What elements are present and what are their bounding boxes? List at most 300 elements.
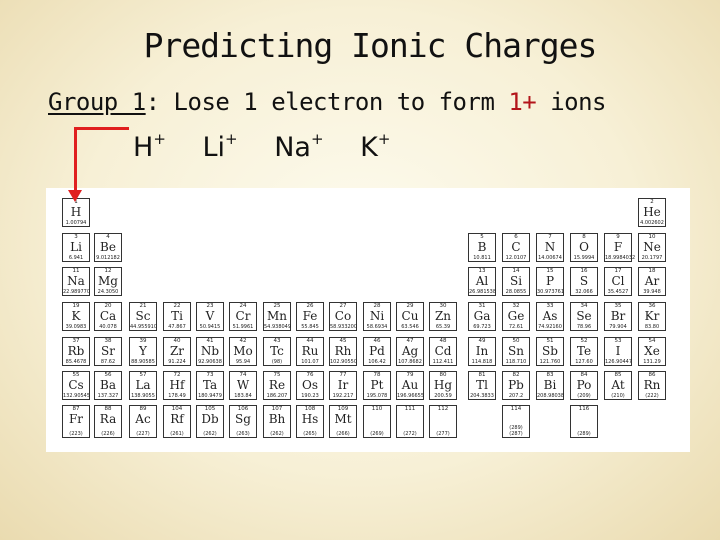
atomic-mass: 40.078 <box>99 324 117 330</box>
atomic-mass: 44.955910 <box>130 324 158 330</box>
atomic-number: 116 <box>578 406 590 412</box>
atomic-number: 81 <box>478 372 486 378</box>
atomic-mass: (261) <box>170 431 184 437</box>
atomic-mass: 85.4678 <box>65 359 87 365</box>
element-symbol: Fr <box>68 412 84 426</box>
atomic-mass: 127.60 <box>575 359 593 365</box>
element-symbol: Re <box>268 378 286 392</box>
atomic-number: 18 <box>648 268 656 274</box>
element-symbol: I <box>615 344 621 358</box>
atomic-number: 49 <box>478 338 486 344</box>
element-symbol: Br <box>610 309 626 323</box>
atomic-number: 34 <box>580 303 588 309</box>
element-symbol: Ni <box>369 309 385 323</box>
element-cell <box>163 405 191 438</box>
atomic-number: 74 <box>239 372 247 378</box>
atomic-mass: (262) <box>270 431 284 437</box>
atomic-number: 16 <box>580 268 588 274</box>
atomic-mass: 12.0107 <box>505 255 527 261</box>
ion-examples <box>133 132 418 163</box>
atomic-mass: 9.012182 <box>96 255 120 261</box>
element-symbol: Nb <box>200 344 220 358</box>
atomic-number: 8 <box>582 234 586 240</box>
element-cell <box>229 405 257 438</box>
atomic-mass: 137.327 <box>97 393 119 399</box>
element-symbol: Ga <box>473 309 491 323</box>
element-cell <box>296 371 324 400</box>
atomic-mass: 24.3050 <box>97 289 119 295</box>
atomic-mass: 180.9479 <box>198 393 222 399</box>
atomic-number: 77 <box>339 372 347 378</box>
element-cell <box>570 302 598 331</box>
element-cell <box>196 302 224 331</box>
element-cell <box>94 267 122 296</box>
element-symbol: K <box>71 309 81 323</box>
element-symbol: Sg <box>235 412 251 426</box>
element-symbol: Cu <box>401 309 419 323</box>
element-symbol: Be <box>100 240 116 254</box>
atomic-number: 38 <box>104 338 112 344</box>
element-cell <box>396 405 424 438</box>
atomic-mass: (223) <box>69 431 83 437</box>
atomic-mass: 190.23 <box>301 393 319 399</box>
element-cell <box>329 302 357 331</box>
atomic-mass: 51.9961 <box>232 324 254 330</box>
ion-charge: + <box>310 130 324 148</box>
atomic-number: 36 <box>648 303 656 309</box>
element-cell <box>62 233 90 262</box>
atomic-number: 45 <box>339 338 347 344</box>
atomic-mass: 178.49 <box>168 393 186 399</box>
atomic-mass: (262) <box>203 431 217 437</box>
element-cell <box>163 337 191 366</box>
atomic-number: 104 <box>171 406 183 412</box>
atomic-mass: 30.973761 <box>537 289 565 295</box>
element-cell <box>536 337 564 366</box>
atomic-mass: 126.90447 <box>605 359 633 365</box>
atomic-mass: 26.981538 <box>469 289 497 295</box>
element-symbol: Sr <box>101 344 115 358</box>
element-cell <box>468 371 496 400</box>
element-cell <box>62 302 90 331</box>
element-cell <box>94 302 122 331</box>
periodic-table <box>46 188 690 452</box>
atomic-mass: 78.96 <box>576 324 592 330</box>
element-symbol: Pd <box>369 344 385 358</box>
atomic-number: 89 <box>139 406 147 412</box>
element-cell <box>94 371 122 400</box>
element-cell <box>638 371 666 400</box>
element-cell <box>604 337 632 366</box>
atomic-number: 88 <box>104 406 112 412</box>
element-symbol: Ne <box>643 240 661 254</box>
element-cell <box>468 233 496 262</box>
atomic-mass: 58.933200 <box>330 324 358 330</box>
atomic-number: 46 <box>373 338 381 344</box>
slide-title: Predicting Ionic Charges <box>143 26 597 65</box>
element-symbol: Ac <box>135 412 151 426</box>
atomic-number: 26 <box>306 303 314 309</box>
atomic-mass: 91.224 <box>168 359 186 365</box>
element-cell <box>196 337 224 366</box>
element-cell <box>468 302 496 331</box>
atomic-mass: 69.723 <box>473 324 491 330</box>
atomic-number: 47 <box>406 338 414 344</box>
element-cell <box>536 267 564 296</box>
element-symbol: Si <box>509 274 523 288</box>
atomic-mass: 208.98038 <box>537 393 565 399</box>
element-cell <box>229 302 257 331</box>
element-cell <box>94 337 122 366</box>
atomic-number: 39 <box>139 338 147 344</box>
ion-symbol: H <box>133 132 154 163</box>
atomic-mass: 95.94 <box>235 359 251 365</box>
element-cell <box>363 302 391 331</box>
atomic-number: 110 <box>371 406 383 412</box>
atomic-mass: 1.00794 <box>65 220 87 226</box>
atomic-number: 106 <box>237 406 249 412</box>
element-symbol: At <box>611 378 625 392</box>
element-cell <box>502 233 530 262</box>
element-cell <box>363 405 391 438</box>
atomic-mass: 32.066 <box>575 289 593 295</box>
atomic-number: 15 <box>546 268 554 274</box>
element-symbol: Ti <box>171 309 183 323</box>
atomic-mass: 79.904 <box>609 324 627 330</box>
arrow-down-icon <box>68 190 82 202</box>
atomic-mass: 102.90550 <box>330 359 358 365</box>
element-cell <box>129 302 157 331</box>
atomic-mass: 72.61 <box>508 324 524 330</box>
element-cell <box>570 267 598 296</box>
atomic-mass: 114.818 <box>471 359 493 365</box>
atomic-number: 53 <box>614 338 622 344</box>
element-symbol: V <box>205 309 215 323</box>
ion-sodium <box>274 132 323 163</box>
element-symbol: O <box>579 240 589 254</box>
atomic-number: 80 <box>439 372 447 378</box>
element-symbol: Ag <box>401 344 419 358</box>
atomic-number: 86 <box>648 372 656 378</box>
element-symbol: Se <box>576 309 592 323</box>
element-symbol: Au <box>401 378 419 392</box>
atomic-number: 17 <box>614 268 622 274</box>
element-symbol: Rb <box>67 344 85 358</box>
atomic-number: 75 <box>273 372 281 378</box>
ion-lithium <box>202 132 237 163</box>
atomic-number: 23 <box>206 303 214 309</box>
atomic-mass: (277) <box>436 431 450 437</box>
element-symbol: F <box>613 240 623 254</box>
atomic-mass: 183.84 <box>234 393 252 399</box>
atomic-mass: 55.845 <box>301 324 319 330</box>
element-symbol: Cs <box>68 378 84 392</box>
element-symbol: As <box>542 309 558 323</box>
element-cell <box>536 371 564 400</box>
atomic-mass: 50.9415 <box>199 324 221 330</box>
element-cell <box>94 233 122 262</box>
atomic-mass: 39.0983 <box>65 324 87 330</box>
element-symbol: Sb <box>542 344 558 358</box>
element-symbol: Os <box>302 378 318 392</box>
element-symbol: Bi <box>543 378 557 392</box>
atomic-number: 73 <box>206 372 214 378</box>
element-cell <box>429 302 457 331</box>
element-symbol: Mn <box>266 309 287 323</box>
atomic-number: 48 <box>439 338 447 344</box>
element-symbol: Ar <box>644 274 660 288</box>
atomic-number: 111 <box>404 406 416 412</box>
element-cell <box>396 371 424 400</box>
atomic-number: 54 <box>648 338 656 344</box>
atomic-mass: 88.90585 <box>131 359 155 365</box>
element-symbol: Sn <box>508 344 524 358</box>
element-symbol: P <box>545 274 555 288</box>
element-cell <box>329 337 357 366</box>
element-cell <box>604 267 632 296</box>
element-cell <box>604 302 632 331</box>
atomic-number: 50 <box>512 338 520 344</box>
element-symbol: Rf <box>170 412 184 426</box>
charge-highlight: 1+ <box>508 88 537 116</box>
element-cell <box>62 198 90 227</box>
element-symbol: Mo <box>233 344 253 358</box>
atomic-mass: (222) <box>645 393 659 399</box>
atomic-mass: 107.8682 <box>398 359 422 365</box>
element-symbol: N <box>544 240 556 254</box>
element-symbol: Mg <box>98 274 118 288</box>
atomic-mass: 6.941 <box>68 255 84 261</box>
element-cell <box>363 371 391 400</box>
atomic-mass: 112.411 <box>432 359 454 365</box>
element-symbol: B <box>477 240 487 254</box>
element-cell <box>502 302 530 331</box>
atomic-number: 31 <box>478 303 486 309</box>
atomic-mass: 20.1797 <box>641 255 663 261</box>
atomic-number: 43 <box>273 338 281 344</box>
group-rule-line <box>48 88 606 116</box>
atomic-number: 76 <box>306 372 314 378</box>
atomic-number: 30 <box>439 303 447 309</box>
element-cell <box>429 337 457 366</box>
atomic-mass: 4.002602 <box>640 220 664 226</box>
atomic-number: 107 <box>271 406 283 412</box>
element-cell <box>570 371 598 400</box>
atomic-number: 84 <box>580 372 588 378</box>
element-cell <box>129 405 157 438</box>
element-cell <box>638 337 666 366</box>
ion-charge: + <box>377 130 391 148</box>
atomic-number: 41 <box>206 338 214 344</box>
element-symbol: Hf <box>169 378 185 392</box>
element-cell <box>502 337 530 366</box>
atomic-number: 9 <box>616 234 620 240</box>
element-cell <box>468 267 496 296</box>
element-symbol: Zn <box>434 309 452 323</box>
atomic-mass: 207.2 <box>508 393 524 399</box>
element-symbol: Ru <box>301 344 319 358</box>
atomic-number: 11 <box>72 268 80 274</box>
group-label: Group 1 <box>48 88 146 116</box>
element-cell <box>604 371 632 400</box>
element-cell <box>62 267 90 296</box>
atomic-mass: 121.760 <box>539 359 561 365</box>
element-symbol: Pt <box>370 378 384 392</box>
atomic-mass: 87.62 <box>100 359 116 365</box>
element-cell <box>468 337 496 366</box>
element-cell <box>363 337 391 366</box>
element-symbol: Mt <box>334 412 352 426</box>
atomic-number: 35 <box>614 303 622 309</box>
element-cell <box>94 405 122 438</box>
atomic-number: 79 <box>406 372 414 378</box>
element-cell <box>229 371 257 400</box>
arrow-horizontal-segment <box>74 127 129 130</box>
atomic-number: 105 <box>204 406 216 412</box>
atomic-number: 2 <box>650 199 654 205</box>
atomic-mass: 28.0855 <box>505 289 527 295</box>
atomic-number: 109 <box>337 406 349 412</box>
atomic-number: 114 <box>510 406 522 412</box>
element-symbol: Al <box>475 274 489 288</box>
atomic-number: 33 <box>546 303 554 309</box>
atomic-mass: 92.90638 <box>198 359 222 365</box>
element-cell <box>163 302 191 331</box>
atomic-mass: 14.00674 <box>538 255 562 261</box>
atomic-mass: 132.90545 <box>63 393 91 399</box>
element-cell <box>329 371 357 400</box>
atomic-number: 12 <box>104 268 112 274</box>
atomic-mass: (227) <box>136 431 150 437</box>
element-cell <box>396 337 424 366</box>
element-symbol: H <box>70 205 82 219</box>
element-symbol: Bh <box>268 412 286 426</box>
atomic-mass: (269) <box>370 431 384 437</box>
atomic-mass: 196.96655 <box>397 393 425 399</box>
element-cell <box>129 371 157 400</box>
element-cell <box>429 371 457 400</box>
atomic-mass: 58.6934 <box>366 324 388 330</box>
element-cell <box>263 405 291 438</box>
element-cell <box>296 405 324 438</box>
element-cell <box>502 267 530 296</box>
atomic-mass: 54.938049 <box>264 324 292 330</box>
atomic-number: 22 <box>173 303 181 309</box>
atomic-number: 20 <box>104 303 112 309</box>
element-symbol: Zr <box>169 344 185 358</box>
element-symbol: Fe <box>302 309 318 323</box>
rule-text-before: Lose 1 electron to form <box>159 88 509 116</box>
atomic-number: 1 <box>74 199 78 205</box>
ion-charge: + <box>225 130 238 148</box>
atomic-mass: 101.07 <box>301 359 319 365</box>
atomic-mass: 118.710 <box>505 359 527 365</box>
element-symbol: Tl <box>476 378 488 392</box>
element-symbol: Db <box>201 412 219 426</box>
atomic-mass: 65.39 <box>435 324 451 330</box>
element-cell <box>396 302 424 331</box>
atomic-number: 19 <box>72 303 80 309</box>
element-cell <box>263 371 291 400</box>
atomic-mass: (98) <box>271 359 283 365</box>
element-symbol: Rn <box>643 378 661 392</box>
atomic-number: 56 <box>104 372 112 378</box>
atomic-mass: 39.948 <box>643 289 661 295</box>
element-symbol: Ta <box>202 378 218 392</box>
element-cell <box>502 371 530 400</box>
element-cell <box>196 371 224 400</box>
element-symbol: Ca <box>99 309 117 323</box>
atomic-mass: (266) <box>336 431 350 437</box>
group-colon: : <box>145 88 160 116</box>
element-cell <box>536 233 564 262</box>
element-symbol: Hs <box>301 412 319 426</box>
element-cell <box>570 233 598 262</box>
atomic-mass: (289) (287) <box>509 425 523 437</box>
element-symbol: In <box>475 344 489 358</box>
atomic-number: 6 <box>514 234 518 240</box>
ion-hydrogen <box>133 132 166 163</box>
atomic-number: 27 <box>339 303 347 309</box>
element-symbol: Hg <box>433 378 453 392</box>
element-symbol: Rh <box>334 344 352 358</box>
element-cell <box>163 371 191 400</box>
atomic-number: 83 <box>546 372 554 378</box>
element-symbol: C <box>511 240 521 254</box>
element-cell <box>570 405 598 438</box>
element-cell <box>329 405 357 438</box>
element-symbol: Ir <box>337 378 349 392</box>
element-cell <box>129 337 157 366</box>
atomic-mass: 106.42 <box>368 359 386 365</box>
element-symbol: Po <box>576 378 592 392</box>
element-symbol: Tc <box>270 344 284 358</box>
atomic-mass: (263) <box>236 431 250 437</box>
atomic-mass: (209) <box>577 393 591 399</box>
element-symbol: Ra <box>99 412 117 426</box>
element-cell <box>638 233 666 262</box>
element-cell <box>536 302 564 331</box>
atomic-mass: 131.29 <box>643 359 661 365</box>
atomic-number: 32 <box>512 303 520 309</box>
ion-symbol: K <box>360 132 378 163</box>
element-cell <box>638 267 666 296</box>
atomic-mass: 192.217 <box>332 393 354 399</box>
atomic-number: 29 <box>406 303 414 309</box>
element-symbol: Li <box>70 240 82 254</box>
atomic-number: 44 <box>306 338 314 344</box>
atomic-mass: 204.3833 <box>470 393 494 399</box>
element-symbol: Co <box>334 309 352 323</box>
element-symbol: Ge <box>507 309 525 323</box>
atomic-number: 37 <box>72 338 80 344</box>
element-symbol: Cl <box>611 274 625 288</box>
atomic-number: 25 <box>273 303 281 309</box>
atomic-number: 13 <box>478 268 486 274</box>
element-symbol: Cd <box>434 344 452 358</box>
atomic-mass: (210) <box>611 393 625 399</box>
element-cell <box>263 302 291 331</box>
element-cell <box>229 337 257 366</box>
atomic-number: 4 <box>106 234 110 240</box>
atomic-number: 78 <box>373 372 381 378</box>
ion-potassium <box>360 132 390 163</box>
element-cell <box>263 337 291 366</box>
element-symbol: Ba <box>100 378 116 392</box>
element-cell <box>62 371 90 400</box>
atomic-number: 42 <box>239 338 247 344</box>
element-symbol: La <box>135 378 151 392</box>
